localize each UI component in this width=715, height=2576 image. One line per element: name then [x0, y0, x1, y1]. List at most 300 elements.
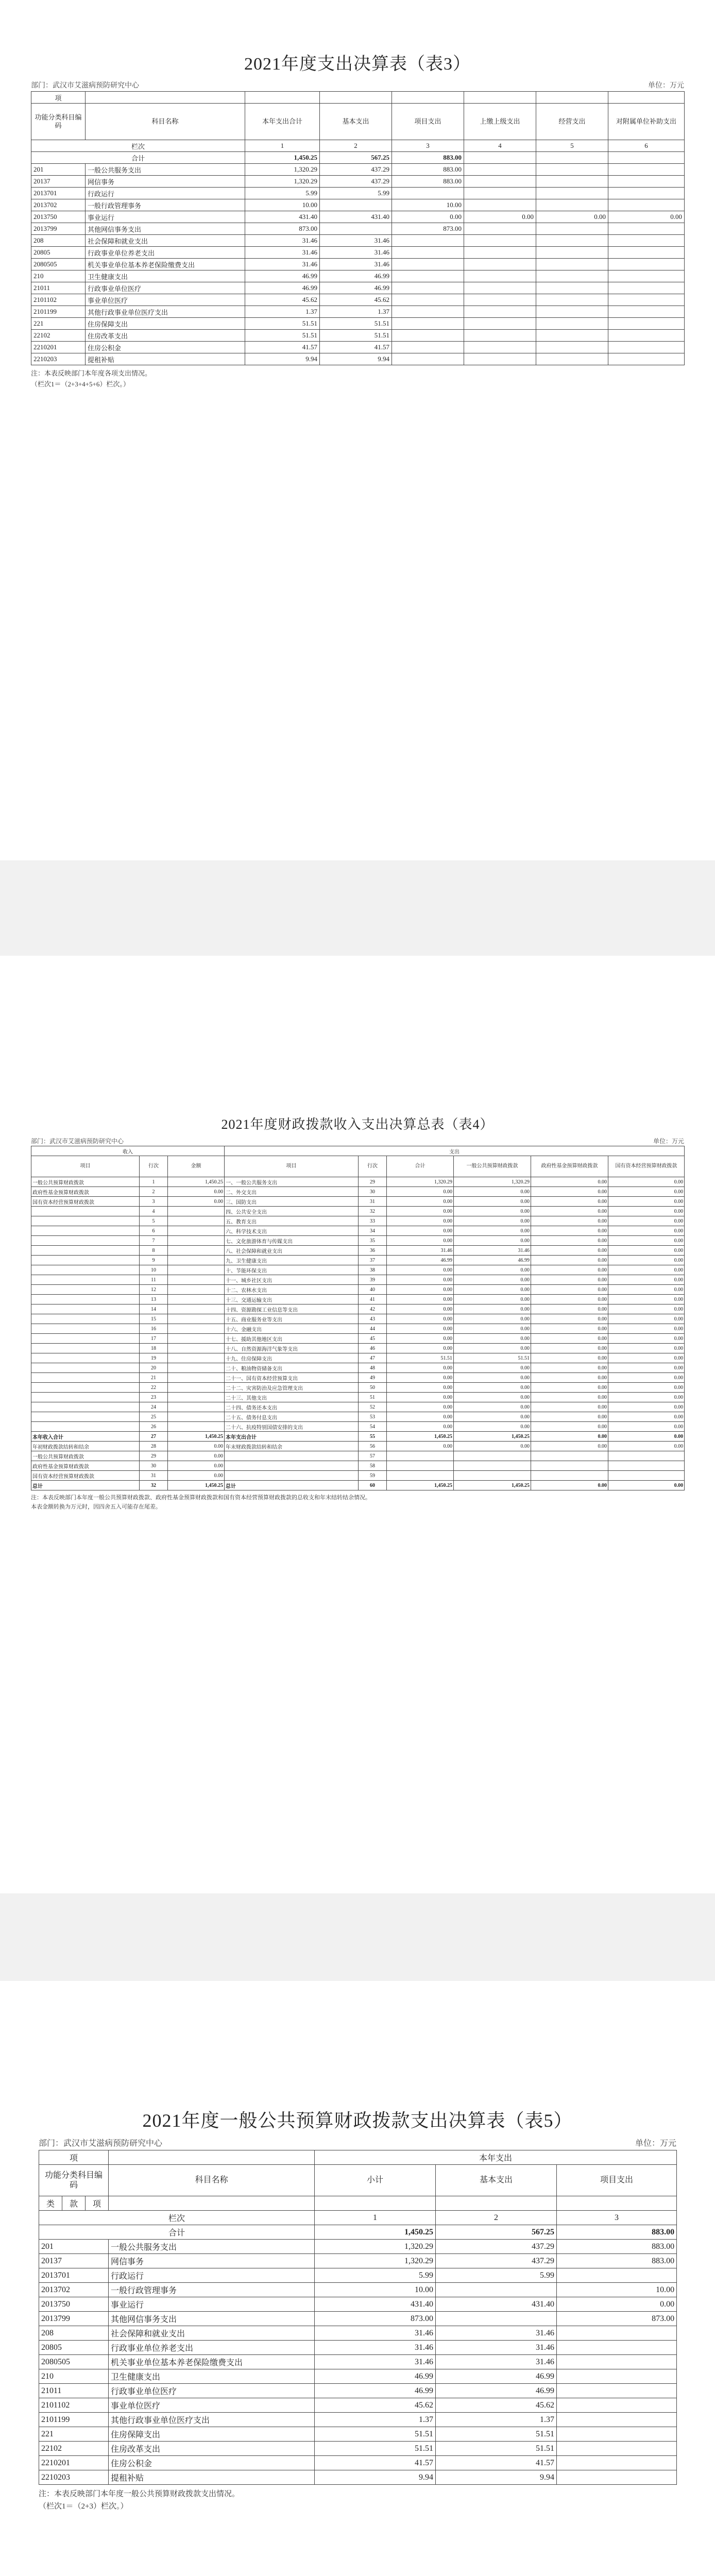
table-cell: 2013799 [39, 2312, 109, 2326]
table-cell: 3 [557, 2211, 677, 2225]
table-cell: 一、一般公共服务支出 [225, 1177, 359, 1187]
table-cell: 二十、粮油物资储备支出 [225, 1363, 359, 1373]
table-cell: 873.00 [392, 223, 464, 235]
col-header: 国有资本经营预算财政拨款 [608, 1156, 685, 1177]
table-row [39, 2369, 677, 2384]
table-cell: 208 [31, 235, 86, 247]
table-cell: 提租补贴 [86, 353, 245, 365]
unit-right: 单位：万元 [635, 2139, 676, 2148]
table-cell: 0.00 [608, 1353, 685, 1363]
table-cell: 0.00 [387, 1207, 454, 1216]
table-cell: 0.00 [531, 1353, 608, 1363]
table-cell: 0.00 [454, 1226, 531, 1236]
table-cell [392, 306, 464, 318]
table-row [31, 1256, 685, 1265]
table-cell [536, 330, 608, 342]
table-cell: 20805 [39, 2341, 109, 2355]
table-cell [31, 1285, 140, 1295]
page-title: 2021年度一般公共预算财政拨款支出决算表（表5） [142, 2110, 573, 2131]
unit-right: 单位：万元 [653, 1138, 684, 1145]
table-cell [168, 1393, 225, 1402]
note: 注：本表反映部门本年度各项支出情况。 [31, 369, 152, 377]
table-cell: 0.00 [454, 1197, 531, 1207]
table-cell: 58 [359, 1461, 387, 1471]
table-row [31, 1304, 685, 1314]
table-row [31, 1432, 685, 1442]
col-header-project: 项目支出 [557, 2165, 677, 2196]
table-row [39, 2326, 677, 2341]
table-cell [31, 1226, 140, 1236]
table-cell [454, 1461, 531, 1471]
table-row [31, 353, 685, 365]
table-cell: 0.00 [387, 1442, 454, 1451]
col-header-subsidy: 对附属单位补助支出 [608, 104, 685, 140]
table-cell: 0.00 [531, 1256, 608, 1265]
table-cell [392, 342, 464, 353]
table-cell [168, 1265, 225, 1275]
table-cell [464, 294, 536, 306]
table-cell: 2 [436, 2211, 557, 2225]
section-header: 本年支出 [315, 2150, 677, 2165]
note: （栏次1＝（2+3）栏次。） [39, 2502, 128, 2511]
table-cell: 31 [140, 1471, 168, 1481]
table-cell [464, 353, 536, 365]
table-cell: 0.00 [454, 1236, 531, 1246]
table-cell: 0.00 [387, 1334, 454, 1344]
table-cell: 2101199 [39, 2413, 109, 2427]
table-cell: 社会保障和就业支出 [86, 235, 245, 247]
table-cell: 0.00 [608, 1432, 685, 1442]
table-cell: 45.62 [245, 294, 320, 306]
table-cell: 2210203 [39, 2470, 109, 2485]
table-row [31, 211, 685, 223]
table-cell: 0.00 [387, 1314, 454, 1324]
table-row [31, 1197, 685, 1207]
table-cell: 221 [39, 2427, 109, 2442]
table-cell: 0.00 [608, 1412, 685, 1422]
table-cell [536, 223, 608, 235]
table-cell [531, 1471, 608, 1481]
table-cell: 0.00 [608, 1177, 685, 1187]
table-cell: 36 [359, 1246, 387, 1256]
table-cell [168, 1226, 225, 1236]
table-cell [608, 1461, 685, 1471]
table-cell: 其他网信事务支出 [109, 2312, 315, 2326]
table-cell: 48 [359, 1363, 387, 1373]
table-cell [168, 1295, 225, 1304]
table-cell: 31.46 [454, 1246, 531, 1256]
table-cell: 0.00 [531, 1216, 608, 1226]
table-cell [608, 223, 685, 235]
table-cell: 七、文化旅游体育与传媒支出 [225, 1236, 359, 1246]
table-cell [392, 318, 464, 330]
unit-label: 部门：武汉市艾滋病预防研究中心 [31, 82, 139, 90]
table-row [31, 199, 685, 211]
table-cell [436, 2312, 557, 2326]
table-cell: 0.00 [454, 1295, 531, 1304]
table-cell: 21011 [39, 2384, 109, 2398]
table-cell: 31.46 [315, 2341, 436, 2355]
table-cell: 年末财政拨款结转和结余 [225, 1442, 359, 1451]
table-cell: 总计 [31, 1481, 140, 1490]
col-header: 项目 [31, 1156, 140, 1177]
table-row [31, 1451, 685, 1461]
table-cell: 政府性基金预算财政拨款 [31, 1187, 140, 1197]
table-cell: 9 [140, 1256, 168, 1265]
table-cell: 0.00 [387, 1265, 454, 1275]
table-cell [464, 247, 536, 259]
table-cell: 11 [140, 1275, 168, 1285]
table-cell [168, 1275, 225, 1285]
table-cell [31, 1373, 140, 1383]
table-cell: 13 [140, 1295, 168, 1304]
table-cell: 0.00 [531, 1334, 608, 1344]
table-cell [536, 199, 608, 211]
table-cell [531, 1461, 608, 1471]
table-cell: 22102 [31, 330, 86, 342]
table-cell: 1,320.29 [245, 164, 320, 176]
table-row [31, 152, 685, 164]
table-cell: 201 [31, 164, 86, 176]
table-cell: 0.00 [454, 1304, 531, 1314]
table-cell: 0.00 [454, 1422, 531, 1432]
table-cell: 1,320.29 [245, 176, 320, 188]
table-cell: 二、外交支出 [225, 1187, 359, 1197]
expense-header: 支出 [225, 1146, 685, 1156]
col-header: 项目 [225, 1156, 359, 1177]
table-cell: 0.00 [608, 1481, 685, 1490]
table-cell: 12 [140, 1285, 168, 1295]
table-cell: 其他行政事业单位医疗支出 [86, 306, 245, 318]
table-cell [536, 306, 608, 318]
table-cell: 栏次 [31, 140, 245, 152]
note: 本表金额转换为万元时，因四舍五入可能存在尾差。 [31, 1503, 161, 1510]
table-cell: 0.00 [387, 1373, 454, 1383]
table-cell [454, 1471, 531, 1481]
table-row [31, 330, 685, 342]
table-cell [536, 353, 608, 365]
table-cell [168, 1422, 225, 1432]
table-cell: 437.29 [320, 176, 392, 188]
unit-label: 部门：武汉市艾滋病预防研究中心 [39, 2139, 163, 2148]
table-cell: 十九、住房保障支出 [225, 1353, 359, 1363]
table-cell [608, 259, 685, 270]
table-cell: 10.00 [245, 199, 320, 211]
table-cell [454, 1451, 531, 1461]
table-cell [536, 188, 608, 199]
table-cell: 31.46 [436, 2341, 557, 2355]
table-cell: 51 [359, 1393, 387, 1402]
table-cell: 0.00 [531, 1285, 608, 1295]
table-cell: 1,450.25 [168, 1481, 225, 1490]
table-cell: 二十六、抗疫特别国债安排的支出 [225, 1422, 359, 1432]
table-row [31, 1412, 685, 1422]
table-cell: 0.00 [454, 1216, 531, 1226]
table-cell [168, 1285, 225, 1295]
table-cell [464, 282, 536, 294]
table-cell: 873.00 [315, 2312, 436, 2326]
table-cell: 一般行政管理事务 [109, 2283, 315, 2297]
table-cell [392, 330, 464, 342]
table-cell: 0.00 [387, 1402, 454, 1412]
table-cell: 5 [140, 1216, 168, 1226]
table-cell: 0.00 [531, 1344, 608, 1353]
table-cell: 31.46 [245, 247, 320, 259]
table-cell: 27 [140, 1432, 168, 1442]
table-cell [608, 318, 685, 330]
col-header-subtotal: 小计 [315, 2165, 436, 2196]
table-cell: 31.46 [315, 2355, 436, 2369]
class-label: 项 [86, 2196, 109, 2211]
table-cell: 22102 [39, 2442, 109, 2456]
table-cell: 55 [359, 1432, 387, 1442]
table-cell: 事业运行 [86, 211, 245, 223]
table-cell [31, 1412, 140, 1422]
table-cell [608, 282, 685, 294]
table-cell: 0.00 [608, 1363, 685, 1373]
table-row [31, 1471, 685, 1481]
note: 注：本表反映部门本年度一般公共预算财政拨款、政府性基金预算财政拨款和国有资本经营预算财政拨款的总收支和年末结转结余情况。 [31, 1495, 371, 1501]
table-cell: 41 [359, 1295, 387, 1304]
table-row [31, 1334, 685, 1344]
table-cell: 0.00 [531, 1177, 608, 1187]
table-cell: 三、国防支出 [225, 1197, 359, 1207]
table-cell: 51.51 [436, 2442, 557, 2456]
table-cell: 2013702 [39, 2283, 109, 2297]
table-cell: 0.00 [608, 1304, 685, 1314]
table-cell: 政府性基金预算财政拨款 [31, 1461, 140, 1471]
col-header-code: 功能分类科目编码 [39, 2165, 109, 2196]
table-cell: 0.00 [608, 1324, 685, 1334]
table-cell: 0.00 [608, 1256, 685, 1265]
col-header: 行次 [140, 1156, 168, 1177]
table-cell [608, 164, 685, 176]
table-row [31, 1422, 685, 1432]
table-cell [31, 1256, 140, 1265]
table-cell: 46.99 [387, 1256, 454, 1265]
table-cell: 6 [140, 1226, 168, 1236]
class-label: 类 [39, 2196, 62, 2211]
table-cell: 51.51 [245, 330, 320, 342]
table-cell: 0.00 [608, 1265, 685, 1275]
income-header: 收入 [31, 1146, 225, 1156]
table-cell [464, 199, 536, 211]
table-cell: 45.62 [436, 2398, 557, 2413]
table-cell [392, 270, 464, 282]
table-cell: 0.00 [387, 1226, 454, 1236]
table-cell: 431.40 [320, 211, 392, 223]
table-cell: 4 [140, 1207, 168, 1216]
table-cell [608, 353, 685, 365]
table-cell: 30 [359, 1187, 387, 1197]
table-cell: 2013702 [31, 199, 86, 211]
table-cell: 机关事业单位基本养老保险缴费支出 [109, 2355, 315, 2369]
col-header-code: 功能分类科目编码 [31, 104, 86, 140]
table-cell: 十二、农林水支出 [225, 1285, 359, 1295]
table-cell: 0.00 [608, 1197, 685, 1207]
table-cell: 0.00 [608, 1295, 685, 1304]
table-cell: 41.57 [436, 2456, 557, 2470]
table-cell: 51.51 [315, 2427, 436, 2442]
table-cell [464, 270, 536, 282]
table-cell: 0.00 [531, 1187, 608, 1197]
table-cell: 46.99 [320, 282, 392, 294]
table-cell: 0.00 [531, 1363, 608, 1373]
table-cell: 行政运行 [86, 188, 245, 199]
table-cell [31, 1304, 140, 1314]
table-cell: 0.00 [454, 1334, 531, 1344]
table-row [31, 1295, 685, 1304]
table-cell: 0.00 [608, 1226, 685, 1236]
table-cell [557, 2369, 677, 2384]
table-cell [557, 2355, 677, 2369]
table-cell: 四、公共安全支出 [225, 1207, 359, 1216]
table-row [31, 1353, 685, 1363]
table-cell: 0.00 [608, 1442, 685, 1451]
table-cell: 9.94 [245, 353, 320, 365]
table-cell: 41.57 [320, 342, 392, 353]
table-cell: 0.00 [454, 1402, 531, 1412]
table-cell [31, 1383, 140, 1393]
table-row [31, 318, 685, 330]
table-cell: 32 [140, 1481, 168, 1490]
col-header: 金额 [168, 1156, 225, 1177]
table-cell: 7 [140, 1236, 168, 1246]
table-cell: 41.57 [315, 2456, 436, 2470]
table-cell: 0.00 [531, 1412, 608, 1422]
table-cell: 431.40 [436, 2297, 557, 2312]
table-cell: 51.51 [387, 1353, 454, 1363]
table-cell: 0.00 [608, 1314, 685, 1324]
table-cell [31, 1295, 140, 1304]
table-cell: 4 [464, 140, 536, 152]
table-cell [320, 199, 392, 211]
table-cell: 44 [359, 1324, 387, 1334]
table-cell: 其他行政事业单位医疗支出 [109, 2413, 315, 2427]
table-cell [31, 1265, 140, 1275]
table-cell: 3 [140, 1197, 168, 1207]
table-row [31, 176, 685, 188]
table-row [39, 2283, 677, 2297]
table-cell: 一般公共预算财政拨款 [31, 1451, 140, 1461]
unit-label: 部门：武汉市艾滋病预防研究中心 [31, 1138, 124, 1145]
table-cell: 十、节能环保支出 [225, 1265, 359, 1275]
table-cell: 9.94 [320, 353, 392, 365]
table-cell: 0.00 [168, 1187, 225, 1197]
table-cell: 5.99 [245, 188, 320, 199]
table-cell: 883.00 [392, 176, 464, 188]
table-row [39, 2442, 677, 2456]
table-cell [464, 152, 536, 164]
table-cell: 2013750 [39, 2297, 109, 2312]
table-cell: 41.57 [245, 342, 320, 353]
table-cell [168, 1363, 225, 1373]
table-cell: 34 [359, 1226, 387, 1236]
table-cell: 10.00 [315, 2283, 436, 2297]
table-cell: 0.00 [454, 1324, 531, 1334]
table-cell: 0.00 [454, 1265, 531, 1275]
table-cell: 二十五、债务付息支出 [225, 1412, 359, 1422]
table-row [31, 1363, 685, 1373]
table-cell: 431.40 [315, 2297, 436, 2312]
table-cell: 567.25 [320, 152, 392, 164]
table-cell [225, 1451, 359, 1461]
table-cell: 15 [140, 1314, 168, 1324]
table-cell: 2101199 [31, 306, 86, 318]
table-cell [387, 1471, 454, 1481]
table-cell [168, 1373, 225, 1383]
table-cell: 国有资本经营预算财政拨款 [31, 1471, 140, 1481]
table-cell [464, 318, 536, 330]
table-cell [536, 270, 608, 282]
page-title: 2021年度财政拨款收入支出决算总表（表4） [221, 1117, 494, 1132]
table-cell: 31.46 [320, 247, 392, 259]
table-cell: 1,450.25 [387, 1481, 454, 1490]
table-cell: 51.51 [320, 318, 392, 330]
table-cell [557, 2470, 677, 2485]
table-cell: 0.00 [608, 1334, 685, 1344]
table-cell [168, 1383, 225, 1393]
col-header: 一般公共预算财政拨款 [454, 1156, 531, 1177]
table-cell: 221 [31, 318, 86, 330]
table-row [31, 1442, 685, 1451]
table-cell: 一般公共服务支出 [86, 164, 245, 176]
table-row [31, 1275, 685, 1285]
table-cell: 1.37 [315, 2413, 436, 2427]
table-cell: 0.00 [531, 1481, 608, 1490]
table-cell: 20805 [31, 247, 86, 259]
table-cell: 1,320.29 [387, 1177, 454, 1187]
table-cell: 57 [359, 1451, 387, 1461]
table-cell: 行政事业单位医疗 [86, 282, 245, 294]
table-cell: 事业单位医疗 [109, 2398, 315, 2413]
note: 注：本表反映部门本年度一般公共预算财政拨款支出情况。 [39, 2490, 240, 2498]
table-row [31, 1314, 685, 1324]
table-cell: 二十二、灾害防治及应急管理支出 [225, 1383, 359, 1393]
table-cell: 卫生健康支出 [86, 270, 245, 282]
table-cell: 0.00 [454, 1383, 531, 1393]
table-cell: 0.00 [387, 1187, 454, 1197]
table-cell: 0.00 [454, 1412, 531, 1422]
table-cell: 0.00 [387, 1304, 454, 1314]
table-cell [608, 188, 685, 199]
table-cell: 0.00 [531, 1304, 608, 1314]
table-cell: 39 [359, 1275, 387, 1285]
table-cell: 14 [140, 1304, 168, 1314]
table-cell: 873.00 [245, 223, 320, 235]
table-cell [31, 1216, 140, 1226]
table-cell: 合计 [39, 2225, 315, 2240]
table-cell: 28 [140, 1442, 168, 1451]
class-label: 款 [62, 2196, 86, 2211]
table-cell [557, 2384, 677, 2398]
table-cell: 住房改革支出 [86, 330, 245, 342]
table-row [31, 247, 685, 259]
table-cell: 45 [359, 1334, 387, 1344]
table-cell: 0.00 [531, 1432, 608, 1442]
table-cell: 52 [359, 1402, 387, 1412]
table-cell: 0.00 [454, 1207, 531, 1216]
table-cell: 1,450.25 [168, 1177, 225, 1187]
table-cell: 0.00 [536, 211, 608, 223]
table-cell [464, 188, 536, 199]
table-cell: 0.00 [608, 1207, 685, 1216]
table-cell: 1,450.25 [387, 1432, 454, 1442]
table-cell: 0.00 [387, 1275, 454, 1285]
table-cell: 1,450.25 [168, 1432, 225, 1442]
table-cell: 46.99 [315, 2384, 436, 2398]
table-cell [608, 1471, 685, 1481]
